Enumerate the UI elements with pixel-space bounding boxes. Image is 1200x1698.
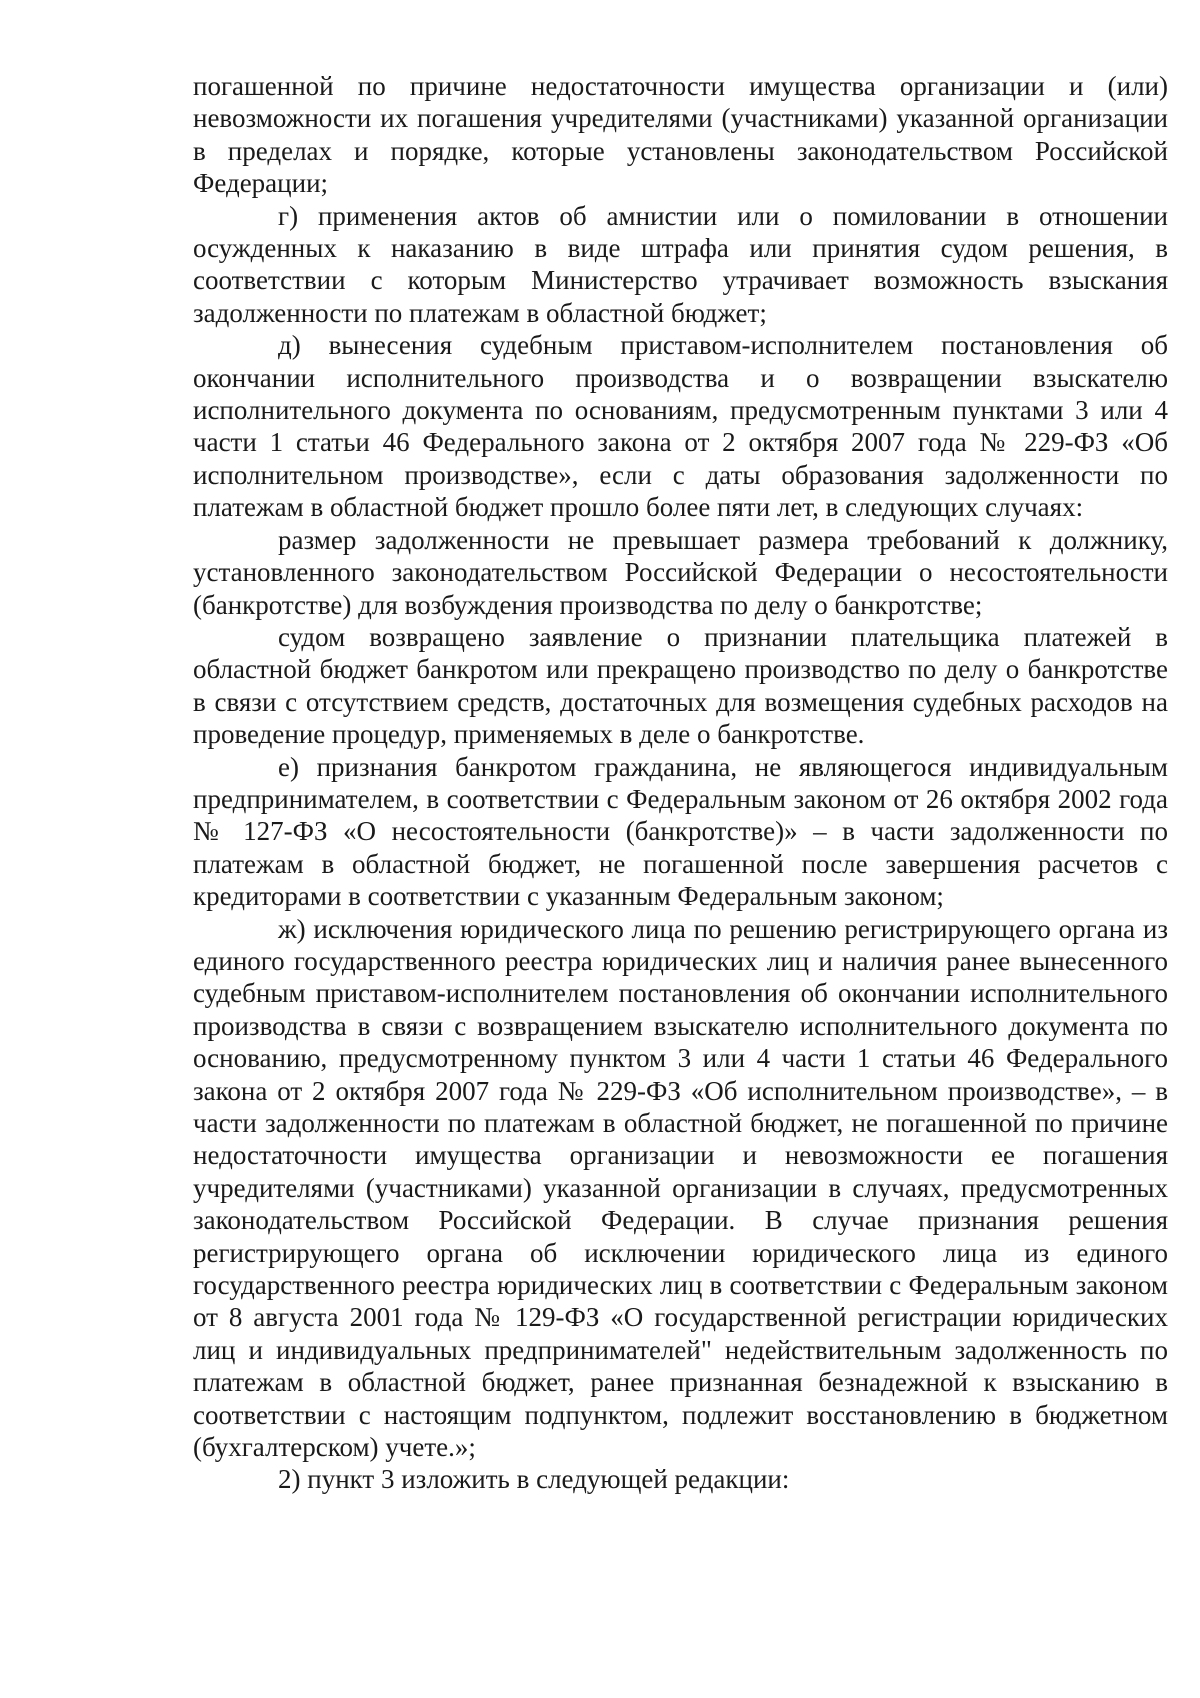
paragraph-subitem-zh: ж) исключения юридического лица по решению регистрирующего органа из единого государственного реестра юридических лиц и наличия ранее вынесенного судебным приставом-исполнителем постановления об окончании исполнительного производства в связи с возвращением взыскателю исполнительного документа по основанию, предусмотренному пунктом 3 или 4 части 1 статьи 46 Федерального закона от 2 октября 2007 года № 229-ФЗ «Об исполнительном производстве», – в части задолженности по платежам в областной бюджет, не погашенной по причине недостаточности имущества организации и невозможности ее погашения учредителями (участниками) указанной организации в случаях, предусмотренных законодательством Российской Федерации. В случае признания решения регистрирующего органа об исключении юридического лица из единого государственного реестра юридических лиц в соответствии с Федеральным законом от 8 августа 2001 года № 129-ФЗ «О государственной регистрации юридических лиц и индивидуальных предпринимателей" недействительным задолженность по платежам в областной бюджет, ранее признанная безнадежной к взысканию в соответствии с настоящим подпунктом, подлежит восстановлению в бюджетном (бухгалтерском) учете.»; [193,913,1168,1463]
paragraph-case-court-return: судом возвращено заявление о признании плательщика платежей в областной бюджет банкротом или прекращено производство по делу о банкротстве в связи с отсутствием средств, достаточных для возмещения судебных расходов на проведение процедур, применяемых в деле о банкротстве. [193,621,1168,750]
paragraph-item-2: 2) пункт 3 изложить в следующей редакции: [278,1464,790,1495]
document-body [193,70,1168,1496]
paragraph-subitem-e: е) признания банкротом гражданина, не являющегося индивидуальным предпринимателем, в соответствии с Федеральным законом от 26 октября 2002 года № 127-ФЗ «О несостоятельности (банкротстве)» – в части задолженности по платежам в областной бюджет, не погашенной после завершения расчетов с кредиторами в соответствии с указанным Федеральным законом; [193,751,1168,912]
paragraph-case-debt-size: размер задолженности не превышает размера требований к должнику, установленного законодательством Российской Федерации о несостоятельности (банкротстве) для возбуждения производства по делу о банкротстве; [193,524,1168,620]
paragraph-subitem-g: г) применения актов об амнистии или о помиловании в отношении осужденных к наказанию в виде штрафа или принятия судом решения, в соответствии с которым Министерство утрачивает возможность взыскания задолженности по платежам в областной бюджет; [193,200,1168,328]
paragraph-continuation: погашенной по причине недостаточности имущества организации и (или) невозможности их погашения учредителями (участниками) указанной организации в пределах и порядке, которые установлены законодательством Российской Федерации; [193,71,1168,199]
paragraph-subitem-d: д) вынесения судебным приставом-исполнителем постановления об окончании исполнительного производства и о возвращении взыскателю исполнительного документа по основаниям, предусмотренным пунктами 3 или 4 части 1 статьи 46 Федерального закона от 2 октября 2007 года № 229-ФЗ «Об исполнительном производстве», если с даты образования задолженности по платежам в областной бюджет прошло более пяти лет, в следующих случаях: [193,330,1168,523]
